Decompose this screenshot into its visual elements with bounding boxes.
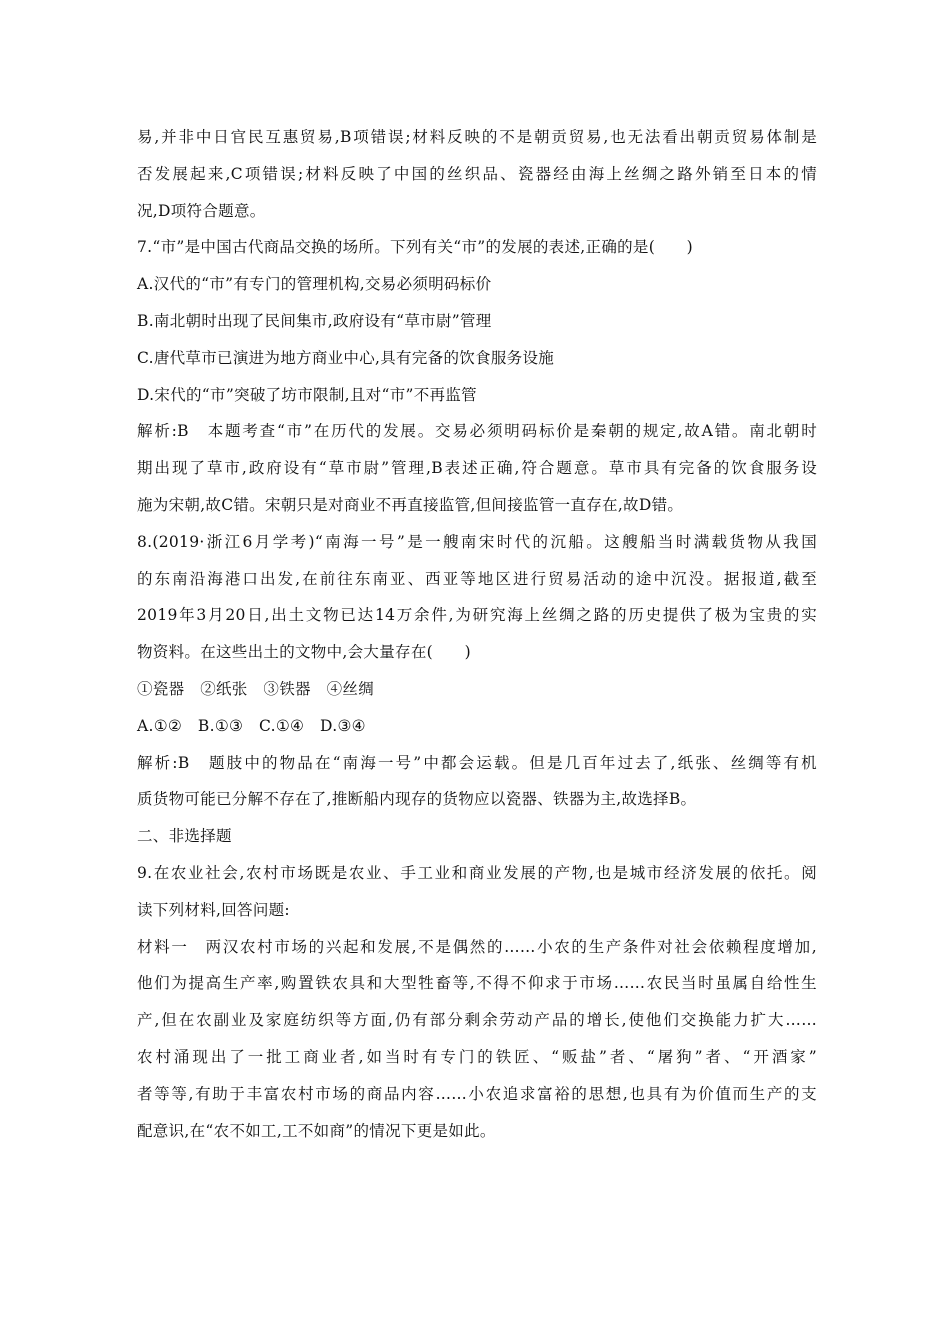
text-line: D.宋代的“市”突破了坊市限制,且对“市”不再监管 xyxy=(137,385,477,404)
text-line: 者等等,有助于丰富农村市场的商品内容……小农追求富裕的思想,也具有为价值而生产的支 xyxy=(137,1084,817,1103)
text-line: 8.(2019·浙江6月学考)“南海一号”是一艘南宋时代的沉船。这艘船当时满载货物从我国 xyxy=(137,532,817,551)
text-line: 2019年3月20日,出土文物已达14万余件,为研究海上丝绸之路的历史提供了极为宝贵的实 xyxy=(137,606,817,625)
text-line: 产,但在农副业及家庭纺织等方面,仍有部分剩余劳动产品的增长,使他们交换能力扩大…… xyxy=(137,1011,817,1030)
text-line: ①瓷器 ②纸张 ③铁器 ④丝绸 xyxy=(137,679,375,698)
text-line: 质货物可能已分解不存在了,推断船内现存的货物应以瓷器、铁器为主,故选择B。 xyxy=(137,790,697,809)
text-line: 农村涌现出了一批工商业者,如当时有专门的铁匠、“贩盐”者、“屠狗”者、“开酒家” xyxy=(137,1047,817,1066)
text-line: 7.“市”是中国古代商品交换的场所。下列有关“市”的发展的表述,正确的是( ) xyxy=(137,238,694,257)
text-line: 解析:B 本题考查“市”在历代的发展。交易必须明码标价是秦朝的规定,故A错。南北朝时 xyxy=(137,422,817,441)
text-line: 二、非选择题 xyxy=(137,827,232,846)
document-page xyxy=(137,119,817,1149)
text-line: 施为宋朝,故C错。宋朝只是对商业不再直接监管,但间接监管一直存在,故D错。 xyxy=(137,495,684,514)
text-line: B.南北朝时出现了民间集市,政府设有“草市尉”管理 xyxy=(137,311,492,330)
text-line: 配意识,在“农不如工,工不如商”的情况下更是如此。 xyxy=(137,1121,496,1140)
text-line: 他们为提高生产率,购置铁农具和大型牲畜等,不得不仰求于市场……农民当时虽属自给性生 xyxy=(137,974,817,993)
text-line: 材料一 两汉农村市场的兴起和发展,不是偶然的……小农的生产条件对社会依赖程度增加, xyxy=(137,937,817,956)
text-line: A.汉代的“市”有专门的管理机构,交易必须明码标价 xyxy=(137,275,492,294)
text-line: 况,D项符合题意。 xyxy=(137,201,266,220)
text-line: 读下列材料,回答问题: xyxy=(137,900,290,919)
text-line: 9.在农业社会,农村市场既是农业、手工业和商业发展的产物,也是城市经济发展的依托。阅 xyxy=(137,863,817,882)
text-line: 的东南沿海港口出发,在前往东南亚、西亚等地区进行贸易活动的途中沉没。据报道,截至 xyxy=(137,569,817,588)
text-line: 解析:B 题肢中的物品在“南海一号”中都会运载。但是几百年过去了,纸张、丝绸等有机 xyxy=(137,753,817,772)
text-line: C.唐代草市已演进为地方商业中心,具有完备的饮食服务设施 xyxy=(137,348,555,367)
text-line: 易,并非中日官民互惠贸易,B项错误;材料反映的不是朝贡贸易,也无法看出朝贡贸易体制是 xyxy=(137,128,817,146)
text-line: 期出现了草市,政府设有“草市尉”管理,B表述正确,符合题意。草市具有完备的饮食服务设 xyxy=(137,459,817,478)
text-line: A.①② B.①③ C.①④ D.③④ xyxy=(137,716,366,735)
text-line: 否发展起来,C项错误;材料反映了中国的丝织品、瓷器经由海上丝绸之路外销至日本的情 xyxy=(137,164,817,183)
text-line: 物资料。在这些出土的文物中,会大量存在( ) xyxy=(137,643,471,662)
